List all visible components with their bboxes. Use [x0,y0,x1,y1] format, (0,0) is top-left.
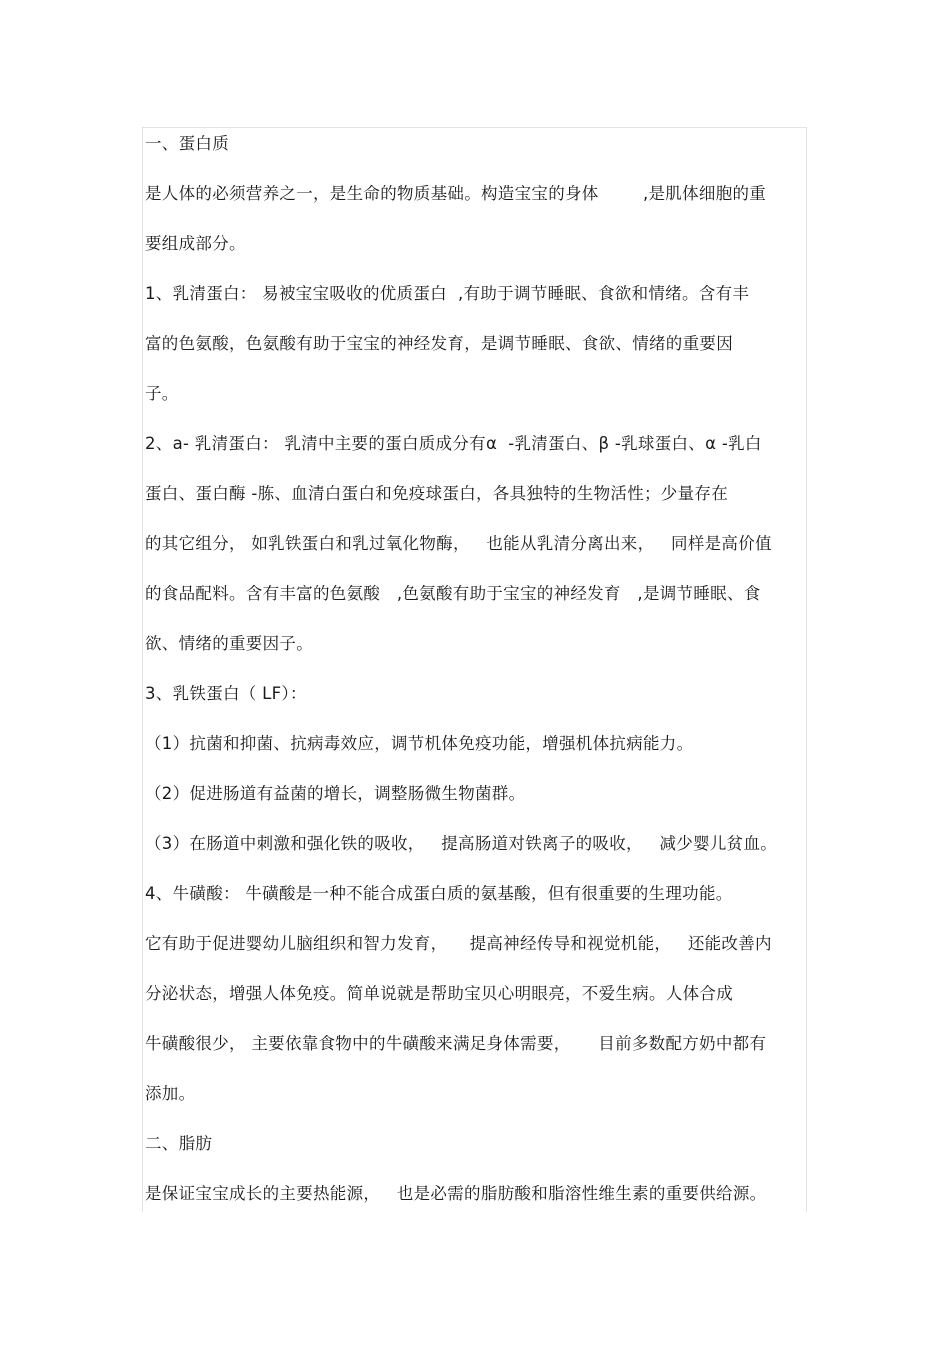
heading-protein: 一、蛋白质 [145,134,229,153]
paragraph-line: 牛磺酸很少， 主要依靠食物中的牛磺酸来满足身体需要， 目前多数配方奶中都有 [145,1034,767,1053]
paragraph-line: 富的色氨酸，色氨酸有助于宝宝的神经发育，是调节睡眠、食欲、情绪的重要因 [145,334,733,353]
paragraph-line: 分泌状态，增强人体免疫。简单说就是帮助宝贝心明眼亮，不爱生病。人体合成 [145,984,733,1003]
paragraph-line: 要组成部分。 [145,234,246,253]
list-item: （3）在肠道中刺激和强化铁的吸收， 提高肠道对铁离子的吸收， 减少婴儿贫血。 [145,834,778,853]
paragraph-line: 它有助于促进婴幼儿脑组织和智力发育， 提高神经传导和视觉机能， 还能改善内 [145,934,772,953]
paragraph-line: 的食品配料。含有丰富的色氨酸 ,色氨酸有助于宝宝的神经发育 ,是调节睡眠、食 [145,584,761,603]
paragraph-line: 是保证宝宝成长的主要热能源， 也是必需的脂肪酸和脂溶性维生素的重要供给源。 [145,1184,767,1203]
paragraph-line: 1、乳清蛋白： 易被宝宝吸收的优质蛋白 ,有助于调节睡眠、食欲和情绪。含有丰 [145,284,750,303]
paragraph-line: 欲、情绪的重要因子。 [145,634,313,653]
paragraph-line: 4、牛磺酸： 牛磺酸是一种不能合成蛋白质的氨基酸，但有很重要的生理功能。 [145,884,733,903]
paragraph-line: 是人体的必须营养之一，是生命的物质基础。构造宝宝的身体 ,是肌体细胞的重 [145,184,767,203]
paragraph-line: 添加。 [145,1084,196,1103]
paragraph-line: 子。 [145,384,179,403]
list-item: （1）抗菌和抑菌、抗病毒效应，调节机体免疫功能，增强机体抗病能力。 [145,734,694,753]
heading-fat: 二、脂肪 [145,1134,213,1153]
paragraph-line: 2、a- 乳清蛋白： 乳清中主要的蛋白质成分有α -乳清蛋白、β -乳球蛋白、α -乳白 [145,434,762,453]
paragraph-line: 的其它组分， 如乳铁蛋白和乳过氧化物酶， 也能从乳清分离出来， 同样是高价值 [145,534,772,553]
document-body [145,127,807,1227]
paragraph-line: 蛋白、蛋白酶 -胨、血清白蛋白和免疫球蛋白，各具独特的生物活性；少量存在 [145,484,728,503]
subheading-lactoferrin: 3、乳铁蛋白（ LF）： [145,684,307,703]
list-item: （2）促进肠道有益菌的增长，调整肠微生物菌群。 [145,784,526,803]
